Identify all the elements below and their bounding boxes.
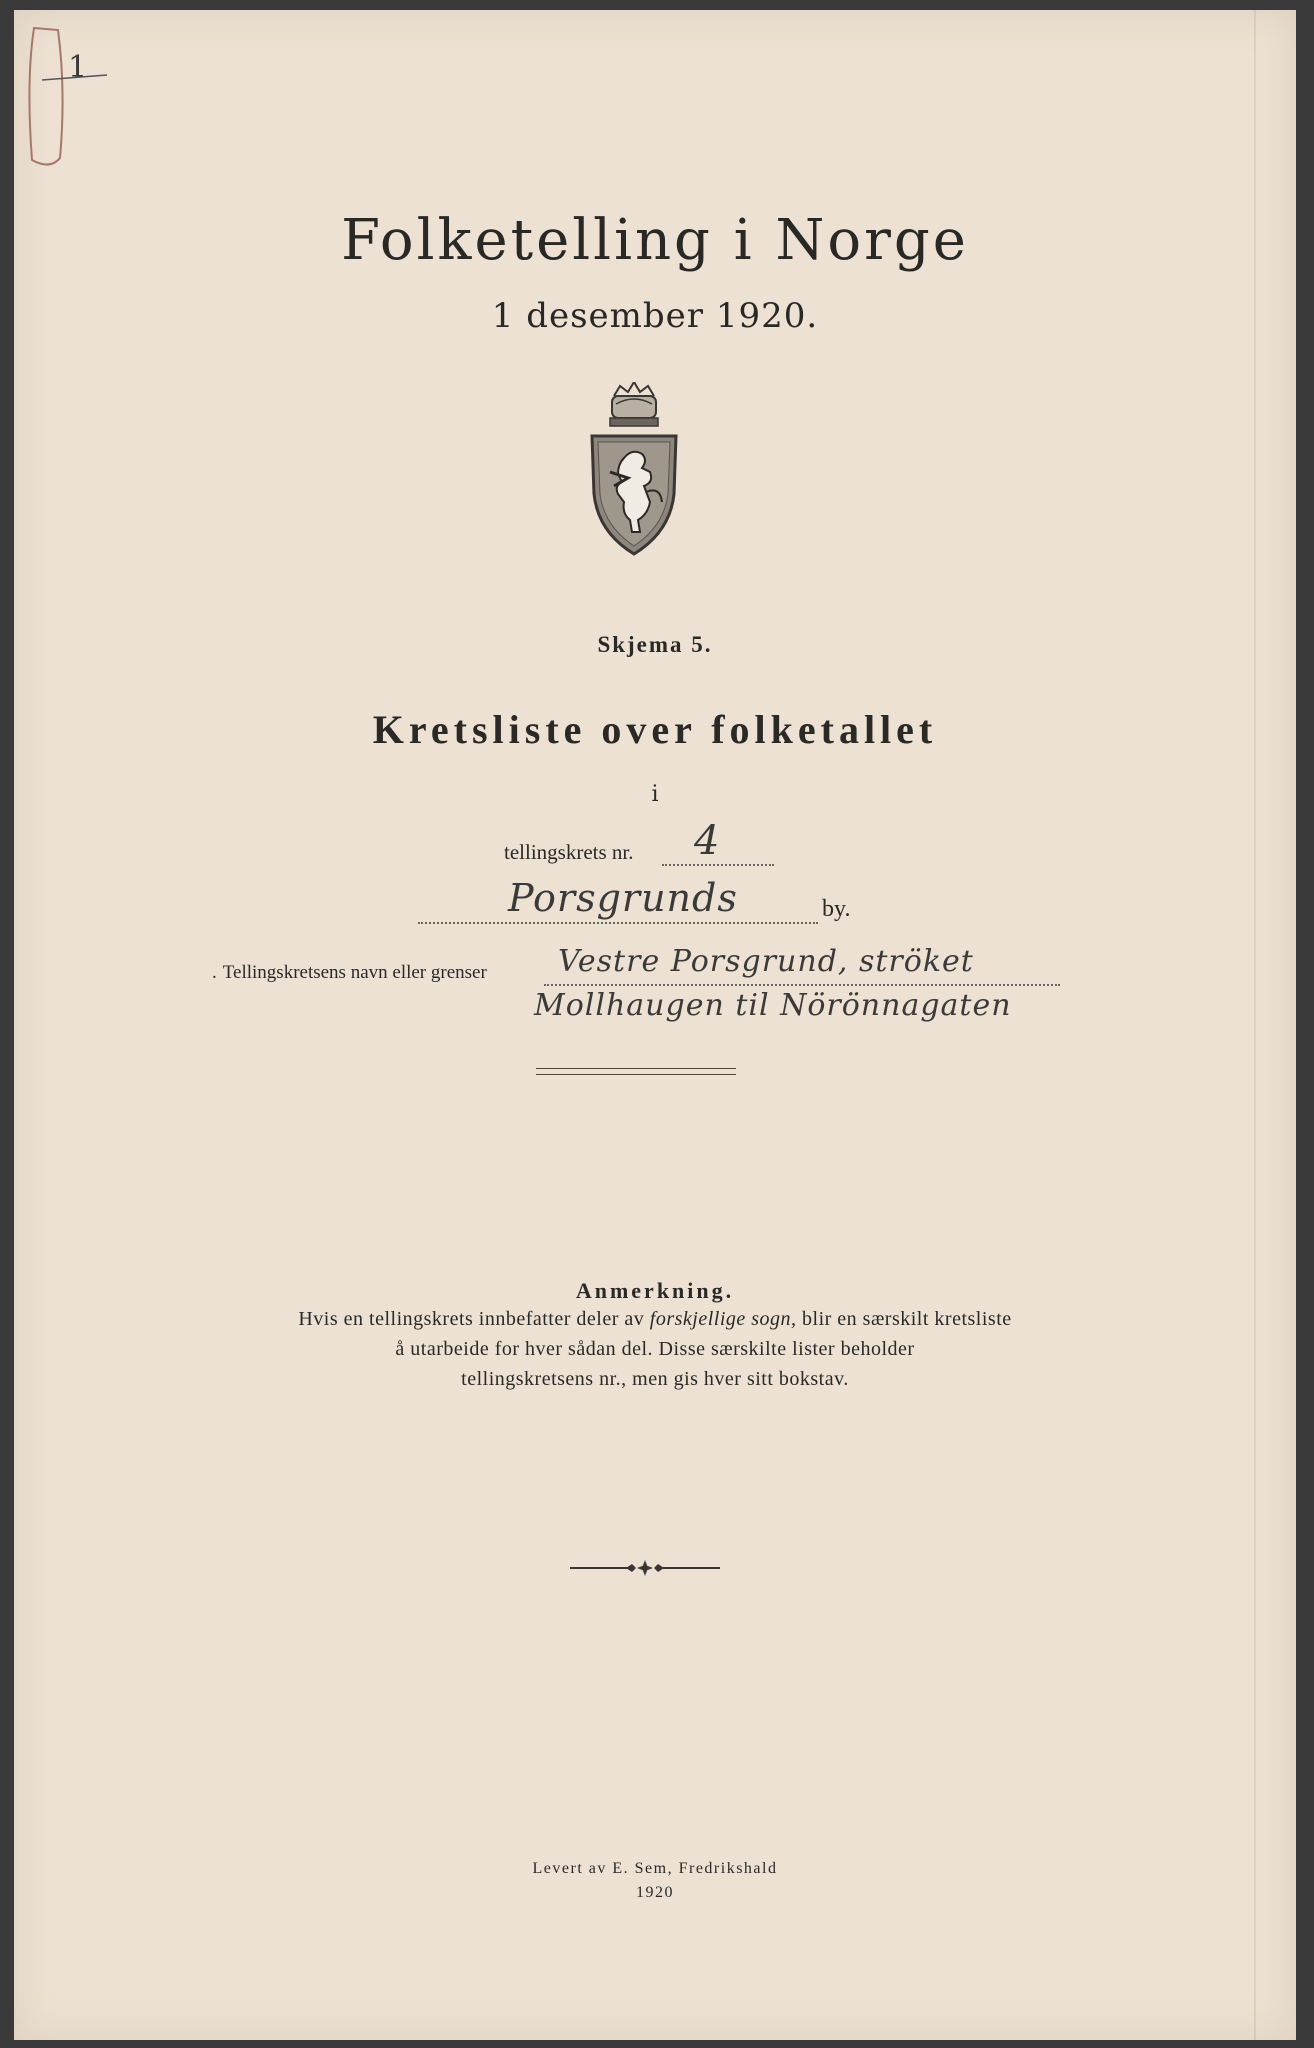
note-title: Anmerkning. xyxy=(575,1278,735,1303)
schema-number: Skjema 5. xyxy=(597,632,713,657)
preposition-i: i xyxy=(651,782,659,807)
note-line-1-end: blir en særskilt kretsliste xyxy=(796,1308,1012,1330)
boundary-label-text: Tellingskretsens navn eller grenser xyxy=(222,962,487,983)
norwegian-coat-of-arms-icon xyxy=(584,382,684,562)
town-field xyxy=(418,876,818,924)
town-value: Porsgrunds xyxy=(508,876,738,920)
printer-credit: Levert av E. Sem, Fredrikshald xyxy=(532,1860,778,1877)
corner-tab xyxy=(22,20,66,170)
note-line-1-italic: forskjellige sogn, xyxy=(649,1308,797,1330)
form-subtitle: Kretsliste over folketallet xyxy=(372,707,938,752)
boundary-label xyxy=(212,962,487,984)
boundary-field-line1 xyxy=(544,946,1060,986)
note-line-1-start: Hvis en tellingskrets innbefatter deler av xyxy=(298,1308,650,1330)
circuit-number-field xyxy=(662,818,774,866)
coat-of-arms xyxy=(584,382,684,562)
note-line-1 xyxy=(14,1308,1296,1331)
boundary-value-line1: Vestre Porsgrund, ströket xyxy=(558,944,974,979)
bullet-dot: . xyxy=(212,962,217,983)
circuit-number-value: 4 xyxy=(694,818,721,864)
town-suffix: by. xyxy=(822,896,851,922)
page-title: Folketelling i Norge xyxy=(341,208,969,273)
note-line-2: å utarbeide for hver sådan del. Disse særskilte lister beholder xyxy=(395,1338,915,1360)
double-rule xyxy=(536,1068,736,1075)
census-date: 1 desember 1920. xyxy=(491,296,819,336)
corner-tab-icon xyxy=(22,20,112,170)
ornamental-divider xyxy=(570,1558,720,1578)
corner-mark: 1 xyxy=(68,50,89,85)
circuit-label: tellingskrets nr. xyxy=(504,840,634,864)
note-line-3: tellingskretsens nr., men gis hver sitt bokstav. xyxy=(461,1368,849,1390)
ornamental-divider-icon xyxy=(570,1558,720,1578)
boundary-value-line2: Mollhaugen til Nörönnagaten xyxy=(534,988,1012,1023)
printer-year: 1920 xyxy=(636,1884,674,1901)
census-form-page xyxy=(14,10,1296,2040)
